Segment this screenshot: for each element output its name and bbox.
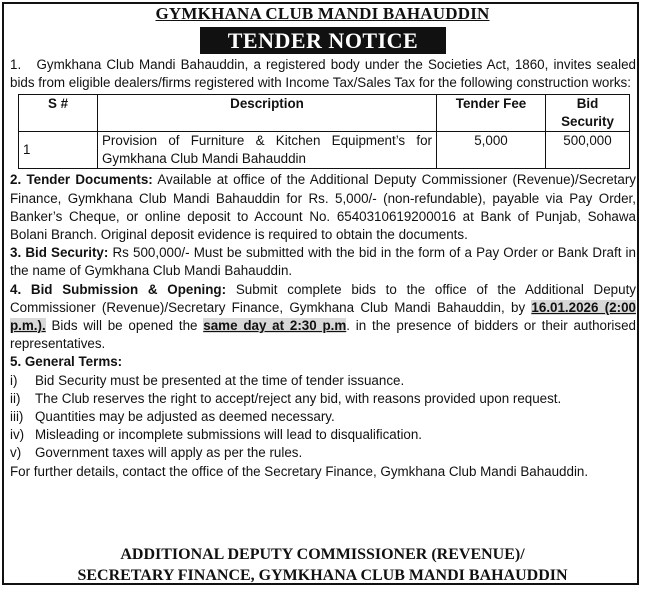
intro-number: 1.	[10, 57, 22, 72]
cell-sno: 1	[19, 132, 98, 169]
term-text: Misleading or incomplete submissions will lead to disqualification.	[35, 427, 423, 443]
org-title: GYMKHANA CLUB MANDI BAHAUDDIN	[155, 4, 490, 23]
term-text: The Club reserves the right to accept/reject any bid, with reasons provided upon request.	[35, 390, 562, 406]
security-paragraph	[10, 244, 636, 280]
tender-table	[18, 94, 630, 169]
footer-line-1: ADDITIONAL DEPUTY COMMISSIONER (REVENUE)/	[120, 546, 525, 563]
submission-label: 4. Bid Submission & Opening:	[10, 281, 227, 297]
footer-line-2: SECRETARY FINANCE, GYMKHANA CLUB MANDI BAHAUDDIN	[77, 567, 568, 584]
documents-label: 2. Tender Documents:	[10, 172, 153, 188]
terms-list	[10, 372, 636, 463]
header-fee: Tender Fee	[437, 95, 546, 132]
submission-text-3: . in the presence of bidders or their authorised representatives.	[10, 318, 636, 352]
term-text: Bid Security must be presented at the time of tender issuance.	[35, 372, 405, 388]
header-security: Bid Security	[546, 95, 630, 132]
list-item	[10, 408, 636, 426]
term-text: Quantities may be adjusted as deemed necessary.	[35, 409, 335, 425]
term-number: iv)	[10, 427, 25, 443]
cell-fee: 5,000	[437, 132, 546, 169]
intro-text: Gymkhana Club Mandi Bahauddin, a registered body under the Societies Act, 1860, invites sealed bids from eligible dealers/firms registered with Income Tax/Sales Tax for the following construction works:	[10, 57, 636, 91]
submission-text-1: Submit complete bids to the office of the Additional Deputy Commissioner (Revenue)/Secretary Finance, Gymkhana Club Mandi Bahauddin, by	[10, 281, 636, 315]
contact-line: For further details, contact the office of the Secretary Finance, Gymkhana Club Mandi Bahauddin.	[10, 463, 589, 479]
table-header-row	[19, 95, 630, 132]
cell-description: Provision of Furniture & Kitchen Equipment’s for Gymkhana Club Mandi Bahauddin	[98, 132, 437, 169]
security-text: Rs 500,000/- Must be submitted with the bid in the form of a Pay Order or Bank Draft in the name of Gymkhana Club Mandi Bahauddin.	[10, 245, 636, 279]
term-number: v)	[10, 445, 22, 461]
term-number: ii)	[10, 390, 21, 406]
table-row	[19, 132, 630, 169]
header-description: Description	[98, 95, 437, 132]
list-item	[10, 444, 636, 462]
term-number: i)	[10, 372, 18, 388]
documents-text: Available at office of the Additional Deputy Commissioner (Revenue)/Secretary Finance, Gymkhana Club Mandi Bahauddin for Rs. 5,000/- (non-refundable), payable via Pay Order, Banker’s Cheque, or online deposit to Account No. 6540310619200016 at Bank of Punjab, Sohawa Bolani Branch. Original deposit evidence is required to obtain the documents.	[10, 172, 636, 243]
list-item	[10, 372, 636, 390]
intro-paragraph	[10, 56, 636, 92]
cell-security: 500,000	[546, 132, 630, 169]
terms-heading	[10, 353, 636, 371]
term-text: Government taxes will apply as per the rules.	[35, 445, 303, 461]
list-item	[10, 426, 636, 444]
notice-body	[10, 56, 636, 481]
list-item	[10, 390, 636, 408]
term-number: iii)	[10, 409, 24, 425]
security-label: 3. Bid Security:	[10, 245, 109, 261]
opening-time: same day at 2:30 p.m	[203, 318, 347, 334]
submission-deadline: 16.01.2026 (2:00 p.m.).	[10, 299, 636, 334]
documents-paragraph	[10, 171, 636, 244]
header-sno: S #	[19, 95, 98, 132]
submission-paragraph	[10, 281, 636, 354]
terms-label: 5. General Terms:	[10, 354, 123, 370]
notice-title: TENDER NOTICE	[200, 27, 446, 54]
submission-text-2: Bids will be opened the	[45, 318, 204, 334]
